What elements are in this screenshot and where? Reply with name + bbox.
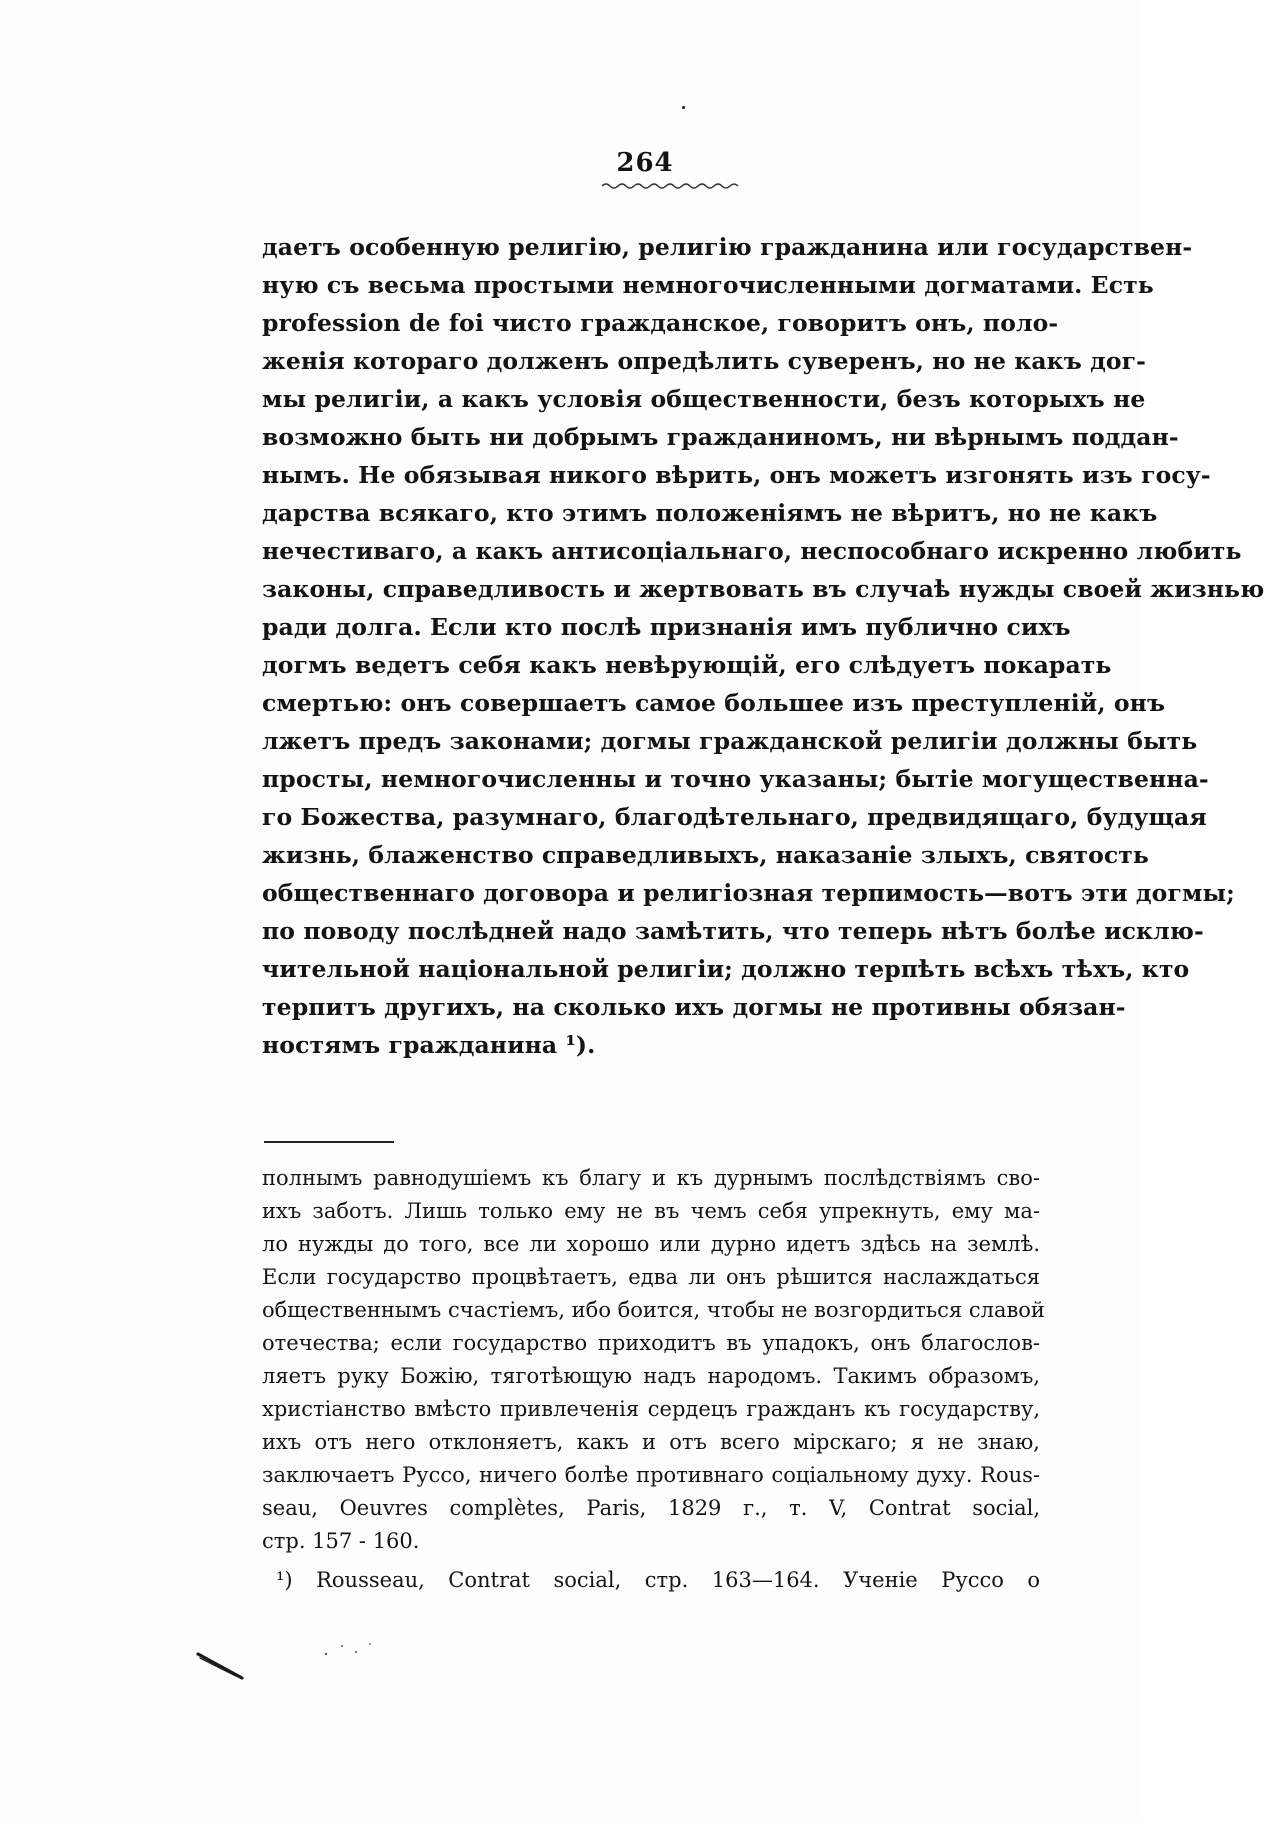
footnote-line: общественнымъ счастіемъ, ибо боится, чтобы не возгордиться славой xyxy=(262,1298,1045,1322)
main-line: чительной національной религіи; должно терпѣть всѣхъ тѣхъ, кто xyxy=(262,955,1190,983)
footnote-line: ляетъ руку Божію, тяготѣющую надъ народомъ. Такимъ образомъ, xyxy=(262,1364,1040,1388)
footnote-1: ¹) Rousseau, Contrat social, стр. 163—164. Ученіе Руссо о xyxy=(276,1568,1040,1592)
main-line: profession de foi чисто гражданское, говоритъ онъ, поло- xyxy=(262,309,1059,337)
main-line: нымъ. Не обязывая никого вѣрить, онъ можетъ изгонять изъ госу- xyxy=(262,461,1211,489)
footnote-line: Если государство процвѣтаетъ, едва ли онъ рѣшится наслаждаться xyxy=(262,1265,1040,1289)
stray-pen-mark xyxy=(196,1650,246,1682)
page-number: 264 xyxy=(616,148,674,178)
main-line: даетъ особенную религію, религію гражданина или государствен- xyxy=(262,233,1193,261)
footnote-line: отечества; если государство приходитъ въ упадокъ, онъ благослов- xyxy=(262,1331,1040,1355)
main-line: смертью: онъ совершаетъ самое большее изъ преступленій, онъ xyxy=(262,689,1166,717)
footnote-line: заключаетъ Руссо, ничего болѣе противнаго соціальному духу. Rous- xyxy=(262,1463,1040,1487)
main-line: ради долга. Если кто послѣ признанія имъ публично сихъ xyxy=(262,613,1071,641)
footnote-separator xyxy=(264,1141,394,1143)
main-line: го Божества, разумнаго, благодѣтельнаго, предвидящаго, будущая xyxy=(262,803,1207,831)
main-line: догмъ ведетъ себя какъ невѣрующій, его слѣдуетъ покарать xyxy=(262,651,1112,679)
footnote-line: стр. 157 - 160. xyxy=(262,1529,420,1553)
wavy-rule-ornament xyxy=(602,182,738,190)
main-line: дарства всякаго, кто этимъ положеніямъ не вѣритъ, но не какъ xyxy=(262,499,1158,527)
footnotes-block xyxy=(262,1162,1045,1597)
main-text-block xyxy=(262,228,1264,1064)
main-line: общественнаго договора и религіозная терпимость—вотъ эти догмы; xyxy=(262,879,1235,907)
main-line-last: ностямъ гражданина ¹). xyxy=(262,1031,596,1059)
footnote-line: полнымъ равнодушіемъ къ благу и къ дурнымъ послѣдствіямъ сво- xyxy=(262,1166,1040,1190)
main-line: по поводу послѣдней надо замѣтить, что теперь нѣтъ болѣе исклю- xyxy=(262,917,1204,945)
main-line: законы, справедливость и жертвовать въ случаѣ нужды своей жизнью xyxy=(262,575,1264,603)
footnote-line: ло нужды до того, все ли хорошо или дурно идетъ здѣсь на землѣ. xyxy=(262,1232,1040,1256)
main-line: жизнь, блаженство справедливыхъ, наказаніе злыхъ, святость xyxy=(262,841,1149,869)
main-line: нечестиваго, а какъ антисоціальнаго, неспособнаго искренно любить xyxy=(262,537,1242,565)
stray-dots xyxy=(320,1640,380,1660)
main-line: просты, немногочисленны и точно указаны; бытіе могущественна- xyxy=(262,765,1209,793)
main-line: женія котораго долженъ опредѣлить суверенъ, но не какъ дог- xyxy=(262,347,1147,375)
footnote-line: seau, Oeuvres complètes, Paris, 1829 г., т. V, Contrat social, xyxy=(262,1496,1040,1520)
footnote-line: ихъ заботъ. Лишь только ему не въ чемъ себя упрекнуть, ему ма- xyxy=(262,1199,1040,1223)
main-line: лжетъ предъ законами; догмы гражданской религіи должны быть xyxy=(262,727,1198,755)
print-speck xyxy=(682,106,685,109)
main-line: ную съ весьма простыми немногочисленными догматами. Есть xyxy=(262,271,1154,299)
main-line: терпитъ другихъ, на сколько ихъ догмы не противны обязан- xyxy=(262,993,1126,1021)
footnote-line: христіанство вмѣсто привлеченія сердецъ гражданъ къ государству, xyxy=(262,1397,1040,1421)
main-line: мы религіи, а какъ условія общественности, безъ которыхъ не xyxy=(262,385,1146,413)
footnote-line: ихъ отъ него отклоняетъ, какъ и отъ всего мірскаго; я не знаю, xyxy=(262,1430,1040,1454)
main-line: возможно быть ни добрымъ гражданиномъ, ни вѣрнымъ поддан- xyxy=(262,423,1179,451)
